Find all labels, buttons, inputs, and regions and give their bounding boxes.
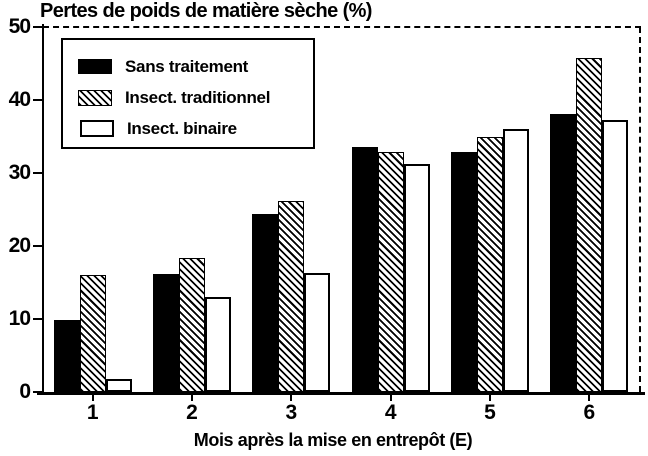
x-axis-line bbox=[37, 392, 645, 395]
x-tick-label: 3 bbox=[285, 401, 298, 424]
legend-label-insect-binaire: Insect. binaire bbox=[127, 118, 237, 138]
legend-swatch-diagonal-hatch bbox=[78, 90, 112, 106]
y-tick-mark bbox=[33, 99, 42, 101]
y-tick-mark bbox=[33, 245, 42, 247]
bar-diagonal-hatch-month-6 bbox=[576, 58, 602, 392]
y-tick-mark bbox=[33, 318, 42, 320]
bar-solid-black-month-4 bbox=[352, 147, 378, 392]
bar-diagonal-hatch-month-2 bbox=[179, 258, 205, 392]
bar-white-outline-month-4 bbox=[404, 164, 430, 392]
bar-diagonal-hatch-month-5 bbox=[477, 137, 503, 393]
legend-swatch-white-outline bbox=[80, 120, 114, 137]
y-tick-label: 0 bbox=[19, 380, 30, 403]
y-tick-label: 10 bbox=[8, 307, 30, 330]
bar-diagonal-hatch-month-4 bbox=[378, 152, 404, 392]
bar-solid-black-month-5 bbox=[451, 152, 477, 392]
legend-label-sans-traitement: Sans traitement bbox=[125, 56, 249, 76]
x-tick-label: 6 bbox=[583, 401, 596, 424]
y-tick-label: 50 bbox=[8, 15, 30, 38]
bar-white-outline-month-1 bbox=[106, 379, 132, 392]
legend bbox=[61, 38, 315, 149]
bar-solid-black-month-6 bbox=[550, 114, 576, 392]
y-tick-label: 30 bbox=[8, 161, 30, 184]
bar-white-outline-month-5 bbox=[503, 129, 529, 392]
legend-label-insect-traditionnel: Insect. traditionnel bbox=[125, 87, 271, 107]
plot-right-border bbox=[639, 27, 641, 392]
y-tick-label: 20 bbox=[8, 234, 30, 257]
legend-item-sans-traitement bbox=[63, 51, 313, 82]
bar-diagonal-hatch-month-1 bbox=[80, 275, 106, 392]
bar-diagonal-hatch-month-3 bbox=[278, 201, 304, 392]
y-tick-mark bbox=[33, 26, 42, 28]
bar-solid-black-month-3 bbox=[252, 214, 278, 392]
y-tick-mark bbox=[33, 172, 42, 174]
bar-white-outline-month-3 bbox=[304, 273, 330, 392]
x-tick-label: 4 bbox=[384, 401, 397, 424]
bar-solid-black-month-2 bbox=[153, 274, 179, 392]
y-tick-label: 40 bbox=[8, 88, 30, 111]
bar-solid-black-month-1 bbox=[54, 320, 80, 392]
x-tick-label: 5 bbox=[484, 401, 496, 424]
bar-white-outline-month-6 bbox=[602, 120, 628, 392]
x-axis-title: Mois après la mise en entrepôt (E) bbox=[193, 430, 473, 450]
x-tick-label: 1 bbox=[86, 401, 99, 424]
legend-item-insect-binaire bbox=[63, 113, 313, 144]
bar-white-outline-month-2 bbox=[205, 297, 231, 392]
legend-swatch-solid-black bbox=[78, 59, 112, 74]
x-tick-label: 2 bbox=[186, 401, 198, 424]
chart-title: Pertes de poids de matière sèche (%) bbox=[40, 0, 372, 22]
legend-item-insect-traditionnel bbox=[63, 82, 313, 113]
